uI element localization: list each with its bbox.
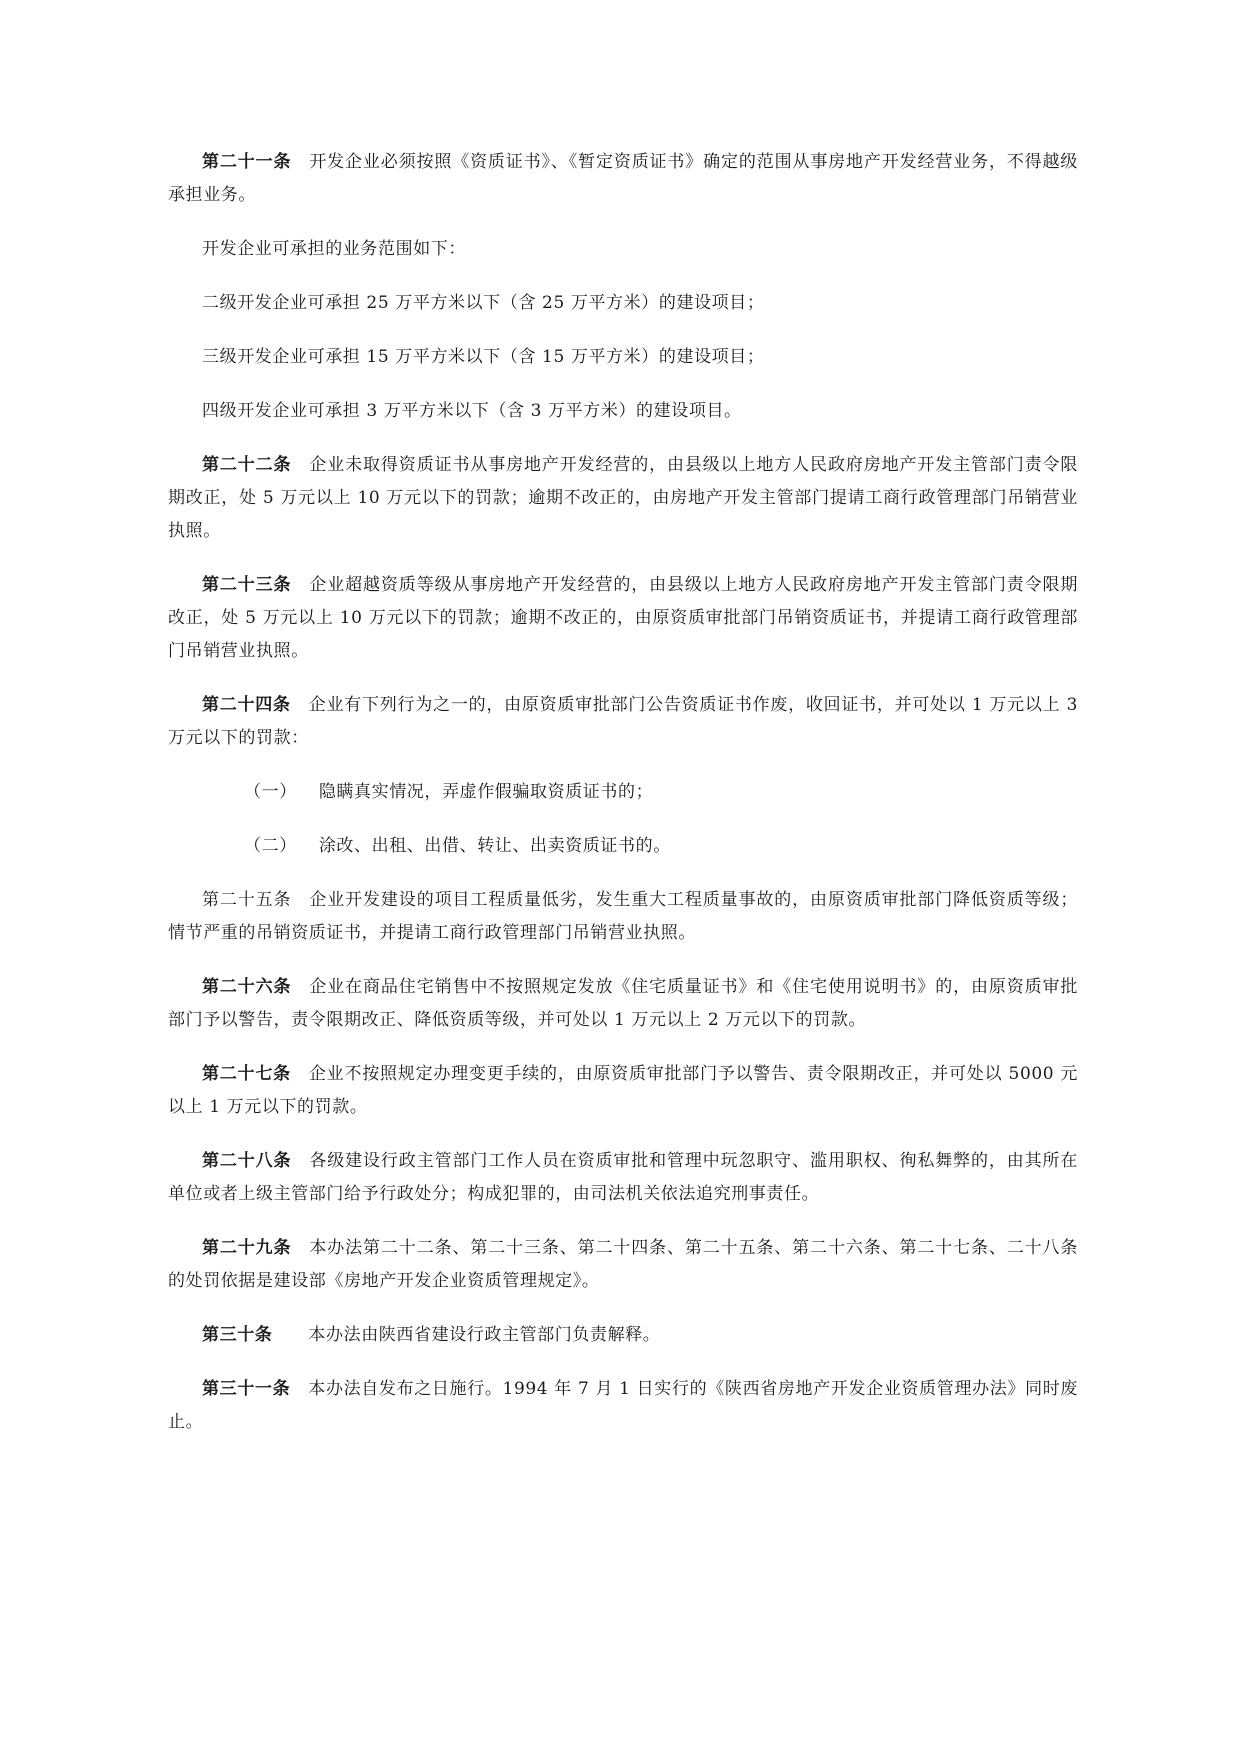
document-page [168,146,1078,1460]
article-27 [168,1058,1078,1124]
list-item [168,830,1078,863]
article-heading: 第二十五条 [202,890,292,910]
article-25 [168,884,1078,950]
article-body: 企业未取得资质证书从事房地产开发经营的，由县级以上地方人民政府房地产开发主管部门责令限期改正，处 5 万元以上 10 万元以下的罚款；逾期不改正的，由房地产开发主管部门提请工商行政管理部门吊销营业执照。 [168,455,1078,541]
article-28 [168,1145,1078,1211]
article-body: 本办法自发布之日施行。1994 年 7 月 1 日实行的《陕西省房地产开发企业资质管理办法》同时废止。 [168,1379,1079,1432]
article-heading: 第二十九条 [202,1238,292,1258]
article-21 [168,146,1078,212]
article-body: 各级建设行政主管部门工作人员在资质审批和管理中玩忽职守、滥用职权、徇私舞弊的，由其所在单位或者上级主管部门给予行政处分；构成犯罪的，由司法机关依法追究刑事责任。 [168,1151,1078,1204]
item-number: （一） [244,782,297,802]
article-29 [168,1232,1078,1298]
article-31 [168,1373,1078,1439]
article-body: 企业有下列行为之一的，由原资质审批部门公告资质证书作废，收回证书，并可处以 1 万元以上 3 万元以下的罚款： [168,695,1078,748]
article-22 [168,449,1078,548]
article-heading: 第二十八条 [202,1151,292,1171]
scope-level-4 [168,395,1078,428]
article-heading: 第二十四条 [202,695,291,715]
item-text: 涂改、出租、出借、转让、出卖资质证书的。 [318,836,671,856]
article-body: 企业超越资质等级从事房地产开发经营的，由县级以上地方人民政府房地产开发主管部门责令限期改正，处 5 万元以上 10 万元以下的罚款；逾期不改正的，由原资质审批部门吊销资质证书，并提请工商行政管理部门吊销营业执照。 [168,575,1078,661]
article-body: 开发企业必须按照《资质证书》、《暂定资质证书》确定的范围从事房地产开发经营业务，不得越级承担业务。 [168,152,1078,205]
article-heading: 第二十三条 [202,575,292,595]
article-23 [168,569,1078,668]
article-heading: 第三十条 [202,1325,273,1345]
article-body: 企业不按照规定办理变更手续的，由原资质审批部门予以警告、责令限期改正，并可处以 5000 元以上 1 万元以下的罚款。 [168,1064,1078,1117]
paragraph-text: 四级开发企业可承担 3 万平方米以下（含 3 万平方米）的建设项目。 [202,401,742,421]
paragraph-text: 二级开发企业可承担 25 万平方米以下（含 25 万平方米）的建设项目； [202,293,765,313]
article-26 [168,971,1078,1037]
item-number: （二） [244,836,297,856]
article-heading: 第二十一条 [202,152,292,172]
article-heading: 第二十二条 [202,455,292,475]
scope-level-2 [168,287,1078,320]
paragraph-text: 三级开发企业可承担 15 万平方米以下（含 15 万平方米）的建设项目； [202,347,765,367]
article-body: 企业开发建设的项目工程质量低劣，发生重大工程质量事故的，由原资质审批部门降低资质等级；情节严重的吊销资质证书，并提请工商行政管理部门吊销营业执照。 [168,890,1078,943]
item-text: 隐瞒真实情况，弄虚作假骗取资质证书的； [318,782,654,802]
article-24 [168,689,1078,755]
list-item [168,776,1078,809]
article-body: 本办法第二十二条、第二十三条、第二十四条、第二十五条、第二十六条、第二十七条、二十八条的处罚依据是建设部《房地产开发企业资质管理规定》。 [168,1238,1078,1291]
article-body: 企业在商品住宅销售中不按照规定发放《住宅质量证书》和《住宅使用说明书》的，由原资质审批部门予以警告，责令限期改正、降低资质等级，并可处以 1 万元以上 2 万元以下的罚款。 [168,977,1078,1030]
scope-level-3 [168,341,1078,374]
scope-intro [168,233,1078,266]
article-heading: 第二十七条 [202,1064,291,1084]
article-heading: 第二十六条 [202,977,292,997]
article-body: 本办法由陕西省建设行政主管部门负责解释。 [308,1325,661,1345]
article-30 [168,1319,1078,1352]
paragraph-text: 开发企业可承担的业务范围如下： [202,239,466,259]
article-heading: 第三十一条 [202,1379,291,1399]
